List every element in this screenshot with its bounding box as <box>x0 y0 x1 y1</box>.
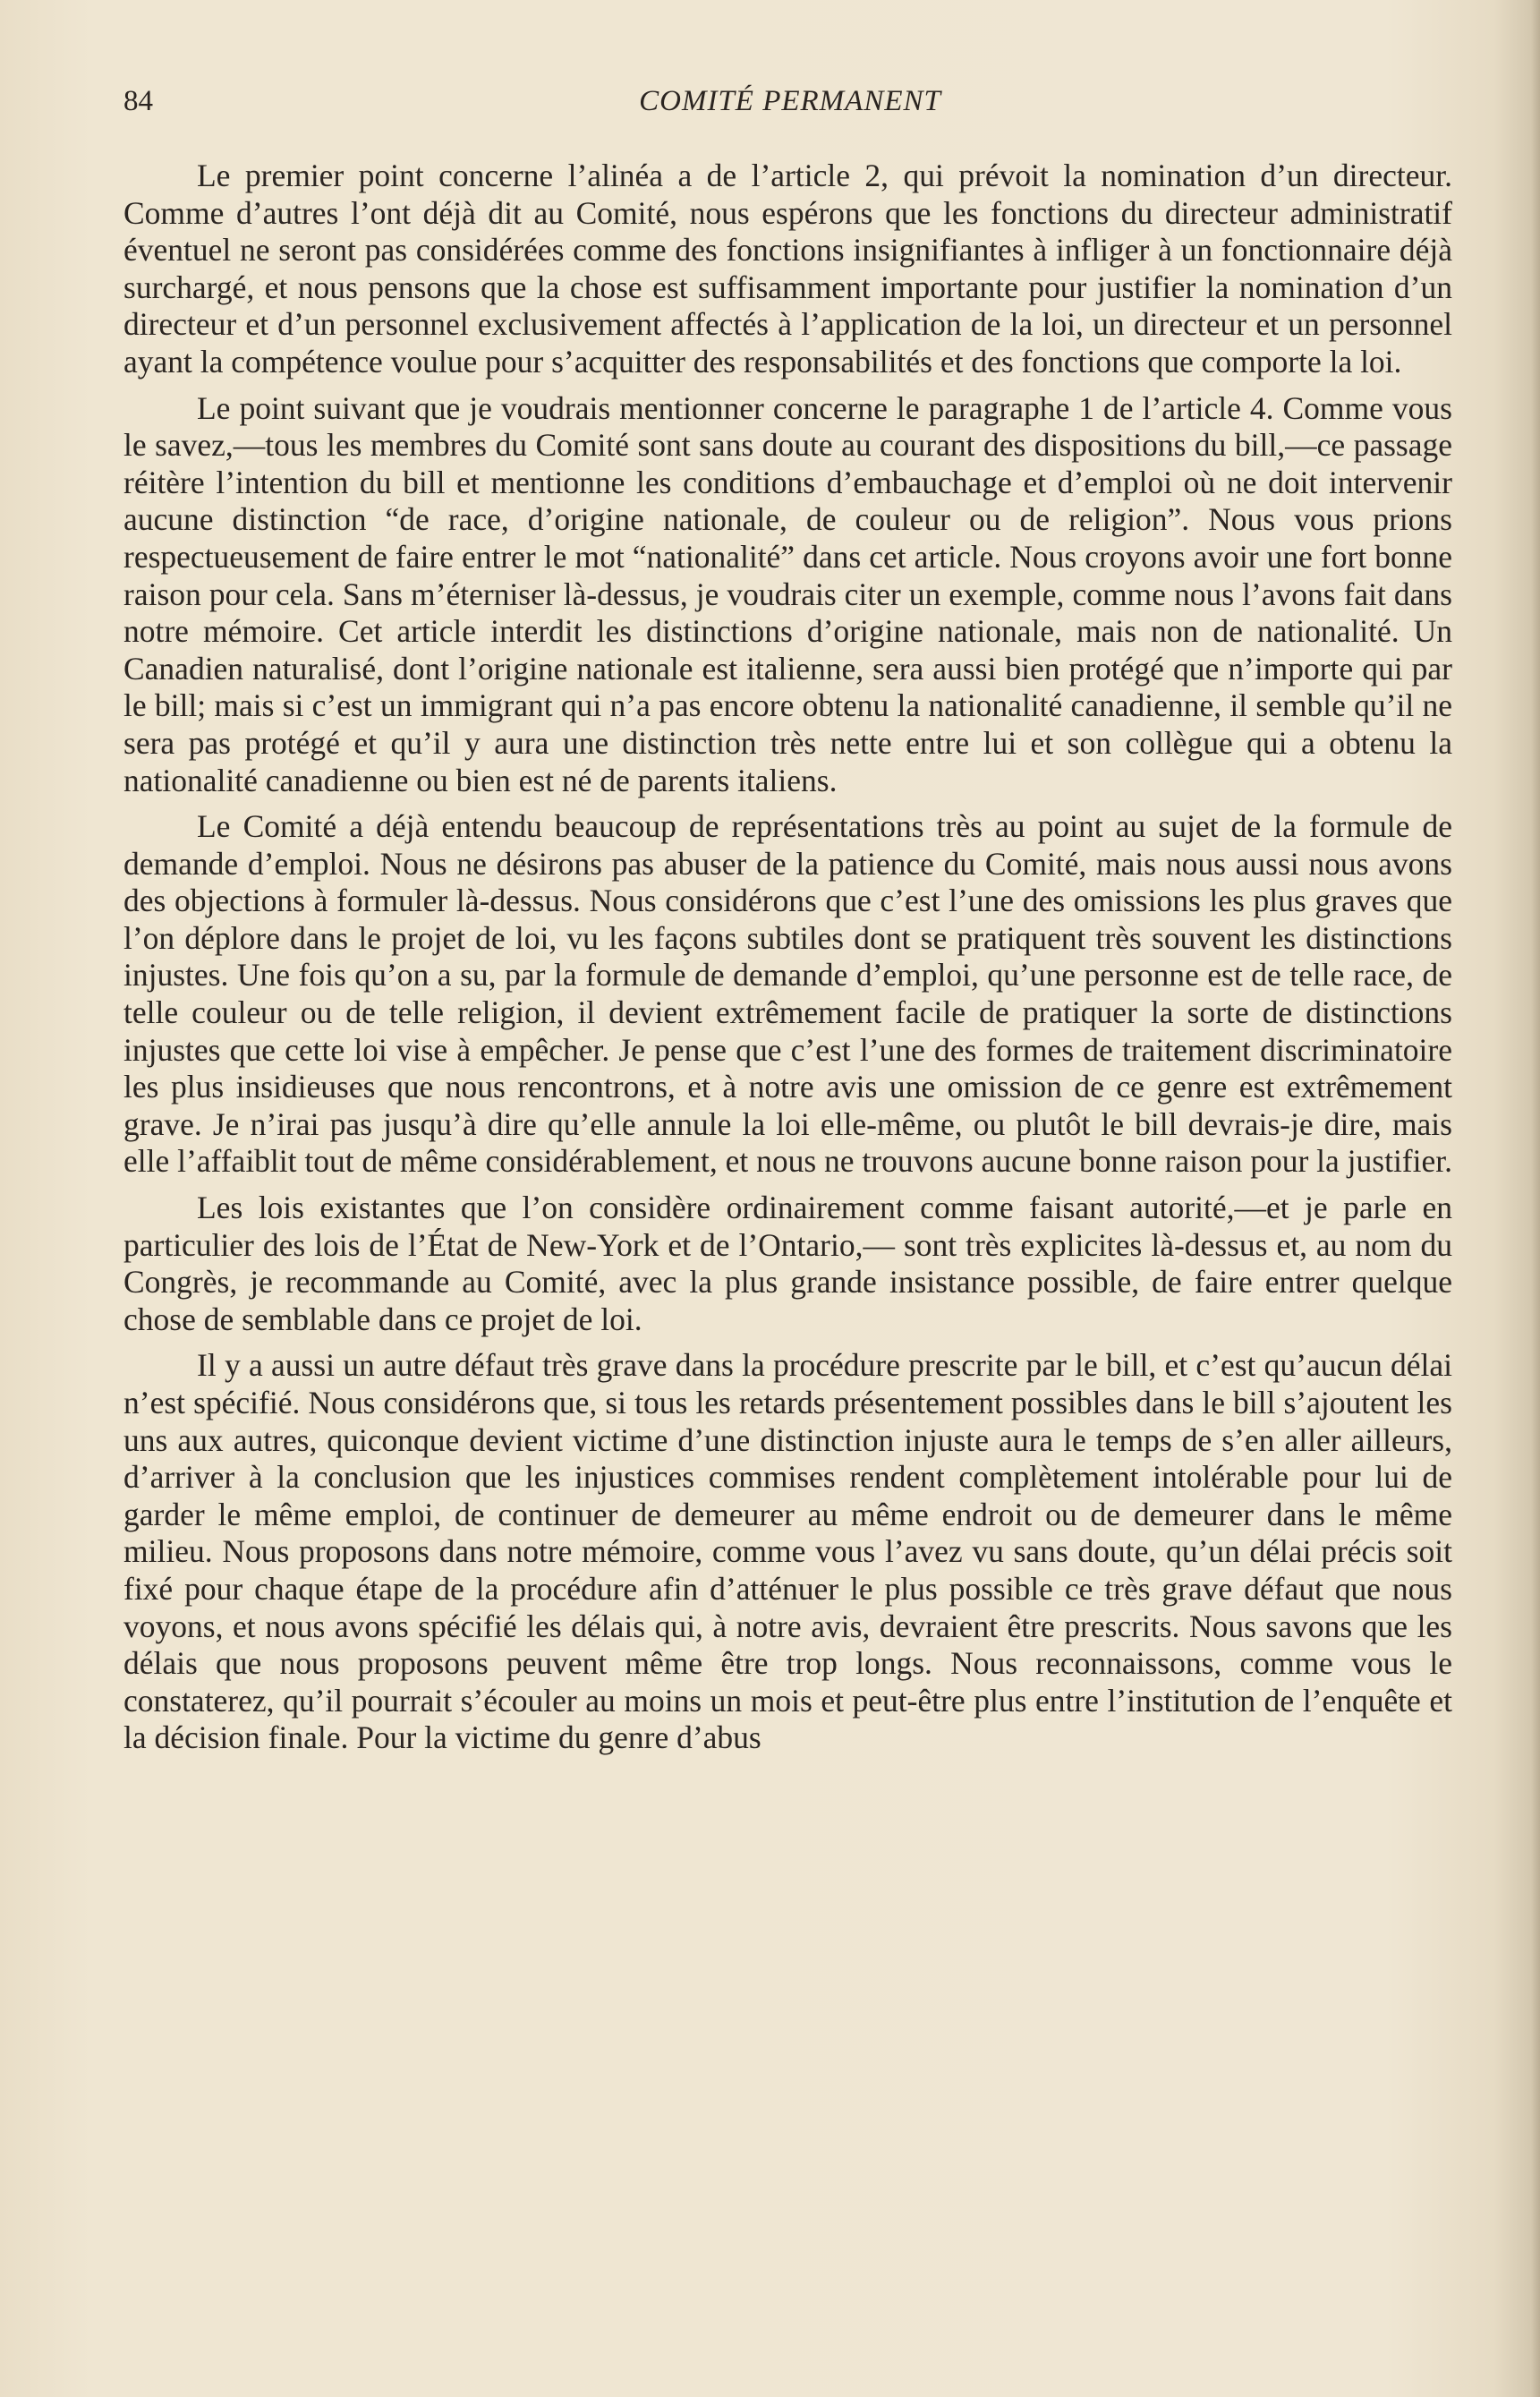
running-title: COMITÉ PERMANENT <box>639 85 941 117</box>
paragraph: Le premier point concerne l’alinéa a de l’article 2, qui prévoit la nomination d’un directeur. Comme d’autres l’ont déjà dit au Comité, nous espérons que les fonctions du directeur administratif éventuel ne seront pas considérées comme des fonctions insignifiantes à infliger à un fonctionnaire déjà surchargé, et nous pensons que la chose est suffisamment importante pour justifier la nomination d’un directeur et d’un personnel exclusivement affectés à l’application de la loi, un directeur et un personnel ayant la compétence voulue pour s’acquitter des responsabilités et des fonctions que comporte la loi. <box>123 158 1452 380</box>
paragraph: Les lois existantes que l’on considère ordinairement comme faisant autorité,—et je parle en particulier des lois de l’État de New-York et de l’Ontario,— sont très explicites là-dessus et, au nom du Congrès, je recommande au Comité, avec la plus grande insistance possible, de faire entrer quelque chose de semblable dans ce projet de loi. <box>123 1190 1452 1337</box>
paragraph: Le point suivant que je voudrais mentionner concerne le paragraphe 1 de l’article 4. Comme vous le savez,—tous les membres du Comité sont sans doute au courant des dispositions du bill,—ce passage réitère l’intention du bill et mentionne les conditions d’embauchage et d’emploi où ne doit intervenir aucune distinction “de race, d’origine nationale, de couleur ou de religion”. Nous vous prions respectueusement de faire entrer le mot “nationalité” dans cet article. Nous croyons avoir une fort bonne raison pour cela. Sans m’éterniser là-dessus, je voudrais citer un exemple, comme nous l’avons fait dans notre mémoire. Cet article interdit les distinctions d’origine nationale, mais non de nationalité. Un Canadien naturalisé, dont l’origine nationale est italienne, sera aussi bien protégé que n’importe qui par le bill; mais si c’est un immigrant qui n’a pas encore obtenu la nationalité canadienne, il semble qu’il ne sera pas protégé et qu’il y aura une distinction très nette entre lui et son collègue qui a obtenu la nationalité canadienne ou bien est né de parents italiens. <box>123 389 1452 798</box>
page-header <box>123 79 1457 124</box>
body-text <box>123 158 1452 1766</box>
paragraph: Le Comité a déjà entendu beaucoup de représentations très au point au sujet de la formule de demande d’emploi. Nous ne désirons pas abuser de la patience du Comité, mais nous aussi nous avons des objections à formuler là-dessus. Nous considérons que c’est l’une des omissions les plus graves que l’on déplore dans le projet de loi, vu les façons subtiles dont se pratiquent très souvent les distinctions injustes. Une fois qu’on a su, par la formule de demande d’emploi, qu’une personne est de telle race, de telle couleur ou de telle religion, il devient extrêmement facile de pratiquer la sorte de distinctions injustes que cette loi vise à empêcher. Je pense que c’est l’une des formes de traitement discriminatoire les plus insidieuses que nous rencontrons, et à notre avis une omission de ce genre est extrêmement grave. Je n’irai pas jusqu’à dire qu’elle annule la loi elle-même, ou plutôt le bill devrais-je dire, mais elle l’affaiblit tout de même considérablement, et nous ne trouvons aucune bonne raison pour la justifier. <box>123 808 1452 1180</box>
page-number: 84 <box>123 85 153 117</box>
page-edge-shadow <box>1531 0 1540 2397</box>
paragraph: Il y a aussi un autre défaut très grave dans la procédure prescrite par le bill, et c’est qu’aucun délai n’est spécifié. Nous considérons que, si tous les retards présentement possibles dans le bill s’ajoutent les uns aux autres, quiconque devient victime d’une distinction injuste aura le temps de s’en aller ailleurs, d’arriver à la conclusion que les injustices commises rendent complètement intolérable pour lui de garder le même emploi, de continuer de demeurer au même endroit ou de demeurer dans le même milieu. Nous proposons dans notre mémoire, comme vous l’avez vu sans doute, qu’un délai précis soit fixé pour chaque étape de la procédure afin d’atténuer le plus possible ce très grave défaut que nous voyons, et nous avons spécifié les délais qui, à notre avis, devraient être prescrits. Nous savons que les délais que nous proposons peuvent même être trop longs. Nous reconnaissons, comme vous le constaterez, qu’il pourrait s’écouler au moins un mois et peut-être plus entre l’institution de l’enquête et la décision finale. Pour la victime du genre d’abus <box>123 1347 1452 1756</box>
